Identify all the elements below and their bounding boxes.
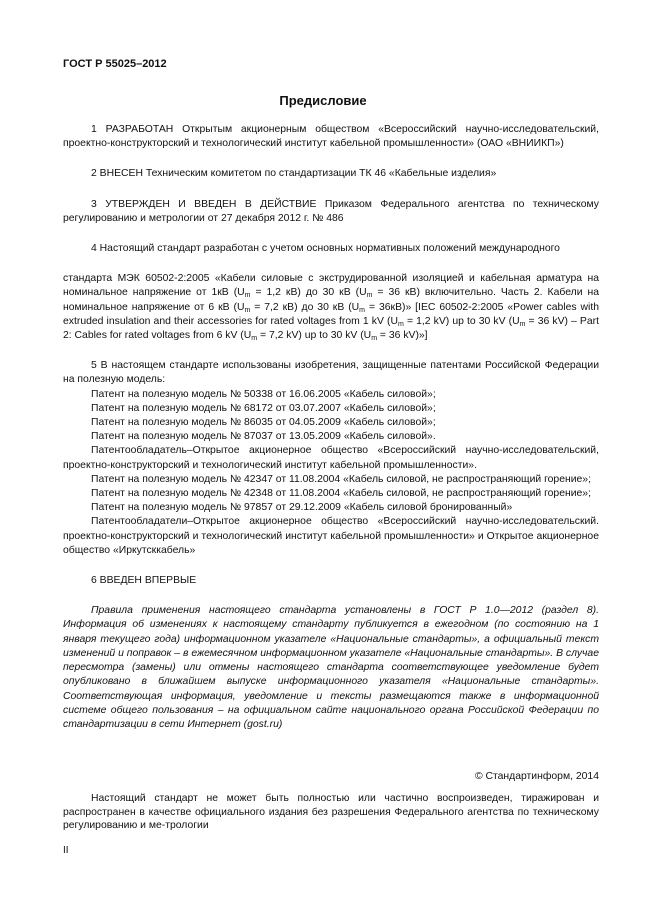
item-submitted: 2 ВНЕСЕН Техническим комитетом по стандартизации ТК 46 «Кабельные изделия» bbox=[91, 168, 497, 180]
patent-item: Патент на полезную модель № 50338 от 16.06.2005 «Кабель силовой»; bbox=[91, 388, 436, 400]
standard-id: ГОСТ Р 55025–2012 bbox=[63, 58, 167, 70]
patent-item: Патент на полезную модель № 97857 от 29.12.2009 «Кабель силовой бронированный» bbox=[91, 502, 513, 514]
section-title: Предисловие bbox=[279, 93, 367, 108]
page-number: II bbox=[63, 845, 69, 856]
item-approved: 3 УТВЕРЖДЕН И ВВЕДЕН В ДЕЙСТВИЕ Приказом Федерального агентства по техническому регулированию и метрологии от 27 декабря 2012 г. № 486 bbox=[63, 198, 599, 224]
reproduction-notice: Настоящий стандарт не может быть полностью или частично воспроизведен, тиражирован и распространен в качестве официального издания без разрешения Федерального агентства по техническому регулированию и ме-трологии bbox=[63, 793, 599, 831]
item-developed: 1 РАЗРАБОТАН Открытым акционерным обществом «Всероссийский научно-исследовательский, проектно-конструкторский и технологический институт кабельной промышленности» (ОАО «ВНИИКП») bbox=[63, 124, 599, 150]
item-basis-lead: 4 Настоящий стандарт разработан с учетом основных нормативных положений международного bbox=[91, 243, 560, 255]
preface-body bbox=[63, 123, 599, 732]
item-basis-standard: стандарта МЭК 60502-2:2005 «Кабели силовые с экструдированной изоляцией и кабельная арматура на номинальное напряжение от 1кВ ($U_m = 1,2$ кВ) до 30 кВ ($U_m = 36$ кВ) включительно. Часть 2. Кабели на номинальное напряжение от 6 кВ ($U_m = 7,2$ кВ) до 30 кВ $(U_m = 36кВ)$» [IEC 60502-2:2005 «Power cables with extruded insulation and their accessories for rated voltages from 1 kV ($U_m = 1,2$ kV) up to 30 kV ($U_m = 36$ kV) – Part 2: Cables for rated voltages from 6 kV ($U_m = 7,2$ kV) up to 30 kV ($U_m = 36$ kV)»] bbox=[63, 273, 600, 343]
patent-holder: Патентообладатели–Открытое акционерное общество «Всероссийский научно-исследовательский. проектно-конструкторский и технологический институт кабельной промышленности» и Открытое акционерное общество «Иркутсккабель» bbox=[63, 516, 599, 556]
patent-item: Патент на полезную модель № 42347 от 11.08.2004 «Кабель силовой, не распространяющий горение»; bbox=[91, 473, 591, 485]
item-patents-intro: 5 В настоящем стандарте использованы изобретения, защищенные патентами Российской Федерации на полезную модель: bbox=[63, 360, 599, 386]
patent-item: Патент на полезную модель № 68172 от 03.07.2007 «Кабель силовой»; bbox=[91, 402, 436, 414]
application-rules: Правила применения настоящего стандарта установлены в ГОСТ Р 1.0—2012 (раздел 8). Информация об изменениях к настоящему стандарту публикуется в ежегодном (по состоянию на 1 января текущего года) информационном указателе «Национальные стандарты», а официальный текст изменений и поправок – в ежемесячном информационном указателе «Национальные стандарты». В случае пересмотра (замены) или отмены настоящего стандарта соответствующее уведомление будет опубликовано в ближайшем выпуске информационного указателя «Национальные стандарты». Соответствующая информация, уведомление и тексты размещаются также в информационной системе общего пользования – на официальном сайте национального органа Российской Федерации по стандартизации в сети Интернет (gost.ru) bbox=[63, 605, 599, 730]
patent-item: Патент на полезную модель № 87037 от 13.05.2009 «Кабель силовой». bbox=[91, 431, 436, 443]
patent-item: Патент на полезную модель № 42348 от 11.08.2004 «Кабель силовой, не распространяющий горение»; bbox=[91, 488, 591, 500]
copyright: © Стандартинформ, 2014 bbox=[474, 771, 599, 782]
item-first-introduced: 6 ВВЕДЕН ВПЕРВЫЕ bbox=[91, 575, 197, 587]
patent-item: Патент на полезную модель № 86035 от 04.05.2009 «Кабель силовой»; bbox=[91, 417, 436, 429]
patent-holder: Патентообладатель–Открытое акционерное общество «Всероссийский научно-исследовательский, проектно-конструкторский и технологический институт кабельной промышленности». bbox=[63, 445, 599, 471]
